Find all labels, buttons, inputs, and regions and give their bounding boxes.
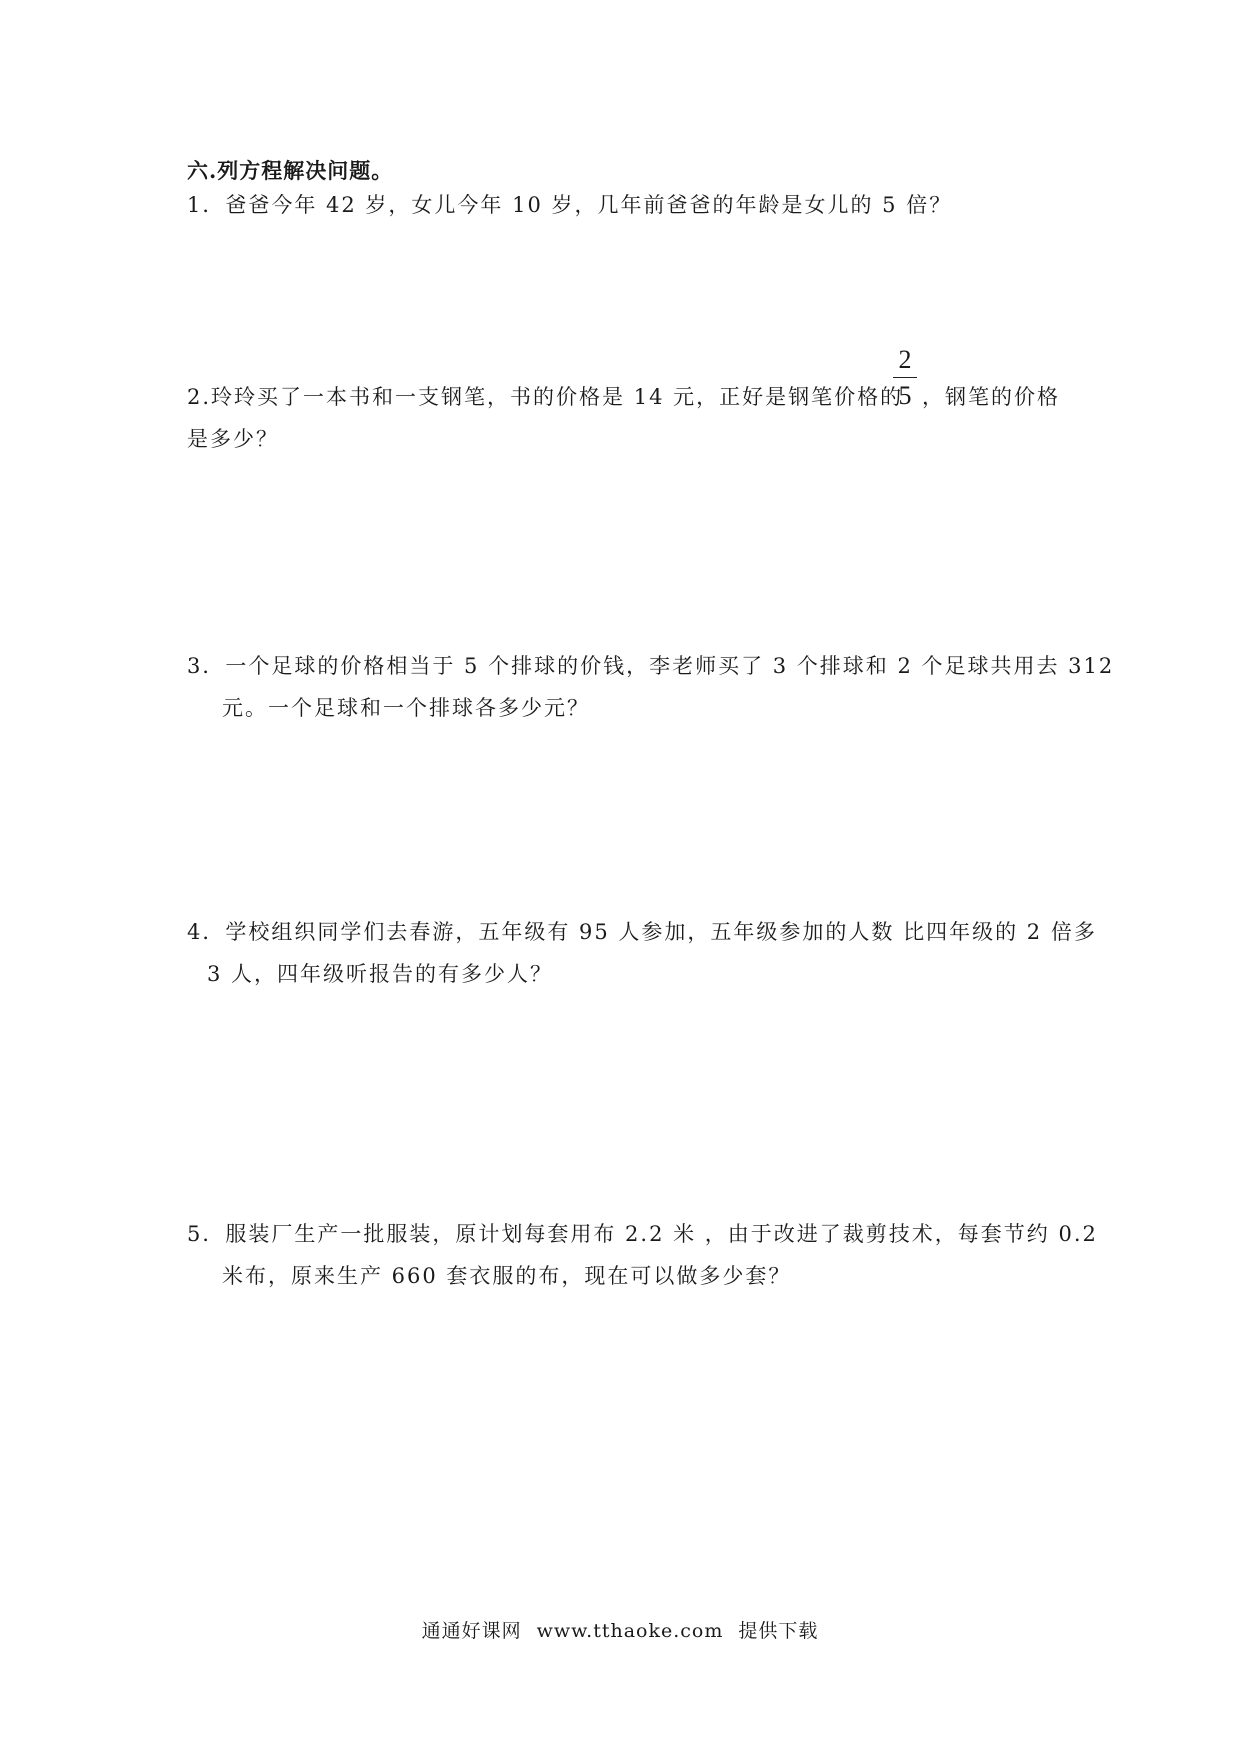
problem-4-line-1: 4．学校组织同学们去春游，五年级有 95 人参加，五年级参加的人数 比四年级的 2 倍多 bbox=[187, 920, 1097, 944]
problem-5-line-1: 5．服装厂生产一批服装，原计划每套用布 2.2 米 ，由于改进了裁剪技术，每套节约 0.2 bbox=[187, 1222, 1098, 1246]
problem-5-line-2: 米布，原来生产 660 套衣服的布，现在可以做多少套？ bbox=[222, 1264, 792, 1288]
fraction-numerator: 2 bbox=[898, 345, 912, 374]
fraction-bar bbox=[893, 377, 917, 378]
page-footer bbox=[0, 1618, 1240, 1644]
problem-2-line-1-before: 2.玲玲买了一本书和一支钢笔，书的价格是 14 元，正好是钢笔价格的 bbox=[187, 385, 904, 409]
fraction-two-fifths bbox=[893, 345, 917, 411]
problem-4-line-2: 3 人，四年级听报告的有多少人？ bbox=[207, 962, 554, 986]
footer-url[interactable]: www.tthaoke.com bbox=[536, 1620, 724, 1642]
problem-2-line-1-after: ，钢笔的价格 bbox=[922, 385, 1060, 409]
footer-suffix: 提供下载 bbox=[738, 1620, 819, 1642]
fraction-denominator: 5 bbox=[898, 381, 912, 410]
problem-1-line-1: 1．爸爸今年 42 岁，女儿今年 10 岁，几年前爸爸的年龄是女儿的 5 倍？ bbox=[187, 193, 953, 217]
problem-3-line-2: 元。一个足球和一个排球各多少元？ bbox=[222, 696, 590, 720]
footer-site-name: 通通好课网 bbox=[421, 1620, 522, 1642]
problem-2-line-2: 是多少？ bbox=[187, 427, 279, 451]
problem-3-line-1: 3．一个足球的价格相当于 5 个排球的价钱，李老师买了 3 个排球和 2 个足球共用去 312 bbox=[187, 654, 1115, 678]
section-title: 六.列方程解决问题。 bbox=[187, 158, 394, 183]
